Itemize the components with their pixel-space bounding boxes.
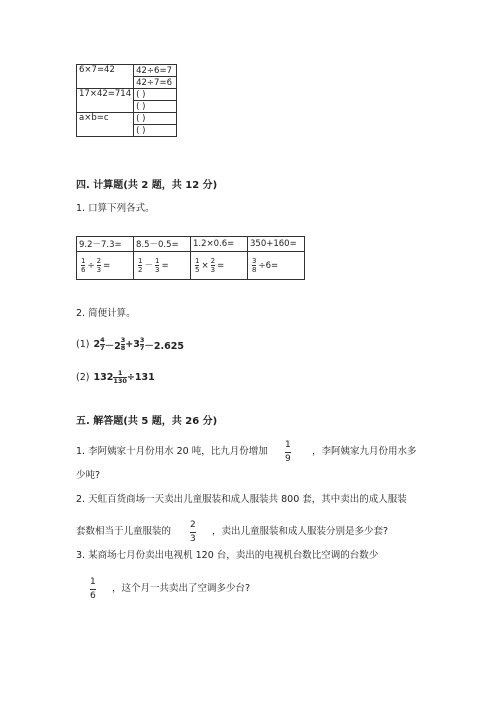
calc-cell: 350+160= (248, 237, 305, 252)
numerator: 1 (195, 257, 200, 265)
table-cell: a×b=c (77, 113, 134, 137)
question-label: 1. 口算下列各式。 (76, 203, 155, 214)
question-text: ，卖出儿童服装和成人服装分别是多少套? (212, 526, 389, 537)
fraction (81, 257, 85, 274)
table-cell: 6×7=42 (77, 65, 134, 89)
denominator: 6 (90, 591, 96, 601)
fraction (155, 257, 159, 274)
fraction (138, 257, 142, 274)
denominator: 3 (96, 266, 102, 274)
numerator: 1 (90, 577, 96, 587)
top-table (76, 64, 177, 137)
table-cell: 42÷7=6 (134, 77, 177, 89)
numerator: 2 (96, 257, 102, 265)
equals: = (161, 261, 169, 271)
denominator: 3 (190, 534, 196, 544)
equals: = (217, 261, 225, 271)
numerator: 4 (100, 336, 105, 344)
numerator: 1 (81, 257, 86, 265)
section-title: 四. 计算题(共 2 题，共 12 分) (76, 180, 218, 191)
question-text: 3. 某商场七月份卖出电视机 120 台，卖出的电视机台数比空调的台数少 (76, 550, 379, 561)
calc-cell (191, 252, 248, 280)
denominator: 3 (210, 266, 216, 274)
denominator: 9 (285, 454, 291, 464)
item-number: (1) (76, 339, 90, 350)
fraction (97, 257, 101, 274)
fraction (190, 520, 196, 545)
term: +3 (125, 339, 140, 350)
fraction (285, 440, 291, 465)
table-cell: ( ) (134, 101, 177, 113)
table-cell: 42÷6=7 (134, 65, 177, 77)
table-cell: 17×42=714 (77, 89, 134, 113)
numerator: 1 (117, 369, 123, 377)
question-text: 1. 李阿姨家十月份用水 20 吨，比九月份增加 (76, 446, 268, 457)
question-text: 套数相当于儿童服装的 (76, 526, 172, 537)
expression-1 (76, 337, 184, 352)
question-text: 2. 天虹百货商场一天卖出儿童服装和成人服装共 800 套，其中卖出的成人服装 (76, 494, 407, 505)
denominator: 130 (113, 377, 127, 385)
operator: ÷ (258, 261, 266, 271)
whole-part: 132 (93, 372, 114, 383)
operator: － (144, 261, 153, 271)
item-number: (2) (76, 372, 90, 383)
question-text: ，李阿姨家九月份用水多 (312, 446, 417, 457)
operator: ÷ (87, 261, 95, 271)
expression-2 (76, 370, 155, 385)
equals: = (103, 261, 111, 271)
denominator: 8 (120, 344, 126, 352)
calc-cell (248, 252, 305, 280)
fraction (211, 257, 215, 274)
denominator: 6 (81, 266, 86, 274)
table-cell: ( ) (134, 89, 177, 101)
whole-part: 2 (93, 339, 101, 350)
denominator: 5 (195, 266, 200, 274)
fraction (195, 257, 199, 274)
equals: 6= (265, 261, 279, 271)
calc-cell: 9.2－7.3= (77, 237, 134, 252)
table-cell: ( ) (134, 113, 177, 125)
table-cell: ( ) (134, 125, 177, 137)
numerator: 1 (285, 440, 291, 450)
denominator: 3 (154, 266, 160, 274)
fraction (113, 370, 127, 385)
denominator: 2 (138, 266, 143, 274)
fraction (90, 577, 96, 602)
term: ÷131 (126, 372, 155, 383)
question-text: 少吨? (76, 470, 101, 481)
numerator: 1 (138, 257, 143, 265)
calc-cell (77, 252, 134, 280)
numerator: 2 (190, 520, 196, 530)
denominator: 7 (139, 344, 145, 352)
numerator: 3 (139, 336, 145, 344)
calc-table (76, 236, 305, 280)
term: －2 (104, 340, 121, 352)
calc-cell (134, 252, 191, 280)
operator: × (201, 261, 209, 271)
calc-cell: 8.5－0.5= (134, 237, 191, 252)
numerator: 2 (210, 257, 216, 265)
question-label: 2. 简便计算。 (76, 308, 136, 319)
numerator: 3 (120, 336, 126, 344)
numerator: 1 (154, 257, 160, 265)
calc-cell: 1.2×0.6= (191, 237, 248, 252)
term: －2.625 (144, 340, 184, 352)
denominator: 8 (252, 266, 257, 274)
fraction (252, 257, 256, 274)
denominator: 7 (100, 344, 105, 352)
question-text: ，这个月一共卖出了空调多少台? (112, 583, 251, 594)
numerator: 3 (252, 257, 257, 265)
section-title: 五. 解答题(共 5 题，共 26 分) (76, 416, 218, 427)
